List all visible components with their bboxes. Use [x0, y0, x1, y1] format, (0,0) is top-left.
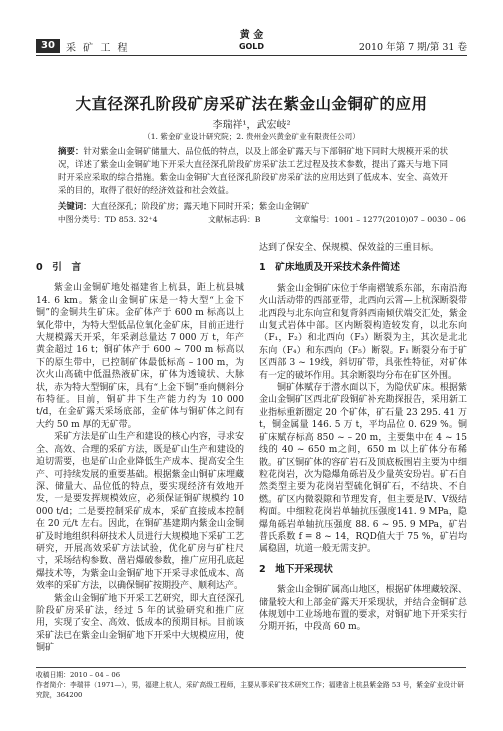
- header-rule: [36, 55, 467, 56]
- paragraph: 紫金山金铜矿床位于华南褶皱系东部，东南沿海火山活动带的西部亚带，北西向云霄—上杭深断裂带北西段与北东向宣和复背斜西南倾伏端交汇处，紫金山复式岩体中部。区内断裂构造较发育，以北东向（F₁，F₂）和北西向（F₃）断裂为主，其次是北北东向（F₄）和东西向（F₅）断裂。F₁ 断裂分布于矿区西部 3 ~ 19线，斜切矿带，具张性特征，对矿体有一定的破坏作用。其余断裂均分布在矿区外围。: [259, 283, 467, 381]
- article-title: 大直径深孔阶段矿房采矿法在紫金山金铜矿的应用: [75, 95, 428, 113]
- issue-info: 2010 年第 7 期/第 31 卷: [358, 42, 467, 53]
- paragraph: 铜矿体赋存于潜水面以下，为隐伏矿床。根据紫金山金铜矿区西北矿段铜矿补充勘探报告，采用新工业指标重新圈定 20 个矿体，矿石量 23 295. 41 万 t，铜金属量 146. 5 万 t，平均品位 0. 629 %。铜矿床赋存标高 850 ~ – 20 m，主要集中在 4 ~ 15 线的 40 ~ 650 m之间，650 m 以上矿体分布稀散。矿区铜矿体的容矿岩石及顶底板围岩主要为中细粒花岗岩，次为隐爆角砾岩及少量英安玢岩。矿石自然类型主要为花岗岩型硫化铜矿石，不结块、不自燃。矿区内微裂隙和节理发育，但主要是Ⅳ、Ⅴ级结构面。中细粒花岗岩单轴抗压强度141. 9 MPa，隐爆角砾岩单轴抗压强度 88. 6 ~ 95. 9 MPa，矿岩普氏系数 f = 8 ~ 14，RQD值大于 75 %，矿岩均属稳固，坑道一般无需支护。: [259, 383, 467, 555]
- page-header: [0, 0, 503, 58]
- keywords-text: 大直径深孔；阶段矿房；露天地下同时开采；紫金山金铜矿: [91, 201, 310, 211]
- authors: 李瑞祥¹，武宏岐²: [212, 120, 291, 131]
- clc-code: 中图分类号：TD 853. 32⁺4: [58, 215, 158, 224]
- right-column: [259, 242, 467, 634]
- doc-code: 文献标志码：B: [208, 215, 261, 224]
- section-heading-status: 2 地下开采现状: [259, 563, 333, 575]
- footnote: [36, 667, 466, 700]
- keywords: [58, 200, 448, 212]
- paragraph: 采矿方法是矿山生产和建设的核心内容，寻求安全、高效、合理的采矿方法，既是矿山生产和建设的迫切需要，也是矿山企业降低生产成本、提高安全生产、可持续发展的重要基础。根据紫金山铜矿床埋藏深、储量大、品位低的特点，要实现经济有效地开发，一是要发挥规模效应，必须保证铜矿规模约 10 000 t/d；二是要控制采矿成本，采矿直接成本控制在 20 元/t 左右。因此，在铜矿基建期内紫金山金铜矿及时地组织科研技术人员进行大规模地下采矿工艺研究，开展高效采矿方法试验，优化矿房与矿柱尺寸，采场结构参数、凿岩爆破参数，推广应用孔底起爆技术等，为紫金山金铜矿地下开采寻求低成本、高效率的采矿方法，以确保铜矿按期投产、顺利达产。: [36, 432, 244, 592]
- received-date: 收稿日期：2010 – 04 – 06: [36, 671, 121, 679]
- paragraph-continued: 达到了保安全、保规模、保效益的三重目标。: [259, 243, 440, 253]
- keywords-label: 关键词：: [58, 201, 92, 211]
- affiliation: （1. 紫金矿业设计研究院；2. 贵州金兴黄金矿业有限责任公司）: [143, 132, 360, 141]
- section-heading-intro: 0 引 言: [36, 262, 82, 273]
- section-heading-geology: 1 矿床地质及开采技术条件简述: [259, 262, 400, 274]
- abstract: [58, 145, 448, 197]
- page-number: 30: [36, 39, 60, 53]
- paragraph: 紫金山金铜矿地下开采工艺研究，即大直径深孔阶段矿房采矿法，经过 5 年的试验研究和推广应用，实现了安全、高效、低成本的预期目标。目前该采矿法已在紫金山金铜矿地下开采中大规模应用，使铜矿: [36, 593, 244, 654]
- left-column: [36, 258, 244, 655]
- abstract-label: 摘要：: [58, 146, 84, 156]
- paragraph: 紫金山金铜矿属高山地区，根据矿体埋藏较深、储量较大和上部金矿露天开采现状，并结合金铜矿总体规划中工业场地布置的要求，对铜矿地下开采实行分期开拓，中段高 60 m。: [259, 585, 467, 633]
- article-number: 文章编号：1001 – 1277(2010)07 – 0030 – 06: [295, 215, 466, 224]
- abstract-text: 针对紫金山金铜矿储量大、品位低的特点，以及上部金矿露天与下部铜矿地下同时大规模开采的状况，详述了紫金山金铜矿地下开采大直径深孔阶段矿房采矿法工艺过程及技术参数，提出了露天与地下同时开采应采取的综合措施。紫金山金铜矿大直径深孔阶段矿房采矿法的应用达到了低成本、安全、高效开采的目的，取得了很好的经济效益和社会效益。: [58, 146, 449, 195]
- journal-title: 黄 金 GOLD: [238, 30, 265, 51]
- paragraph: 紫金山金铜矿地处福建省上杭县，距上杭县城14. 6 km。紫金山金铜矿床是一特大型“上金下铜”的金铜共生矿床。金矿体产于 600 m 标高以上氧化带中，为特大型低品位氧化金矿床，目前正进行大规模露天开采，年采剥总量达 7 000 万 t，年产黄金超过 16 t；铜矿体产于 600 ~ 700 m 标高以下的原生带中，已控制矿体最低标高 – 100 m，为次火山高硫中低温热液矿床，矿体为透镜状、大脉状，赤为特大型铜矿床，具有“上金下铜”垂向侧斜分布特征。目前，铜矿井下生产能力约为 10 000 t/d，在金矿露天采场底部，金矿体与铜矿体之间有大约 50 m 厚的无矿带。: [36, 283, 244, 430]
- author-bio: 作者简介：李瑞祥（1971—），男，福建上杭人，采矿高级工程师，主要从事采矿技术研究工作；福建省上杭县紫金路 53 号，紫金矿业设计研究院，364200: [36, 681, 464, 699]
- section-name: 采 矿 工 程: [66, 43, 130, 54]
